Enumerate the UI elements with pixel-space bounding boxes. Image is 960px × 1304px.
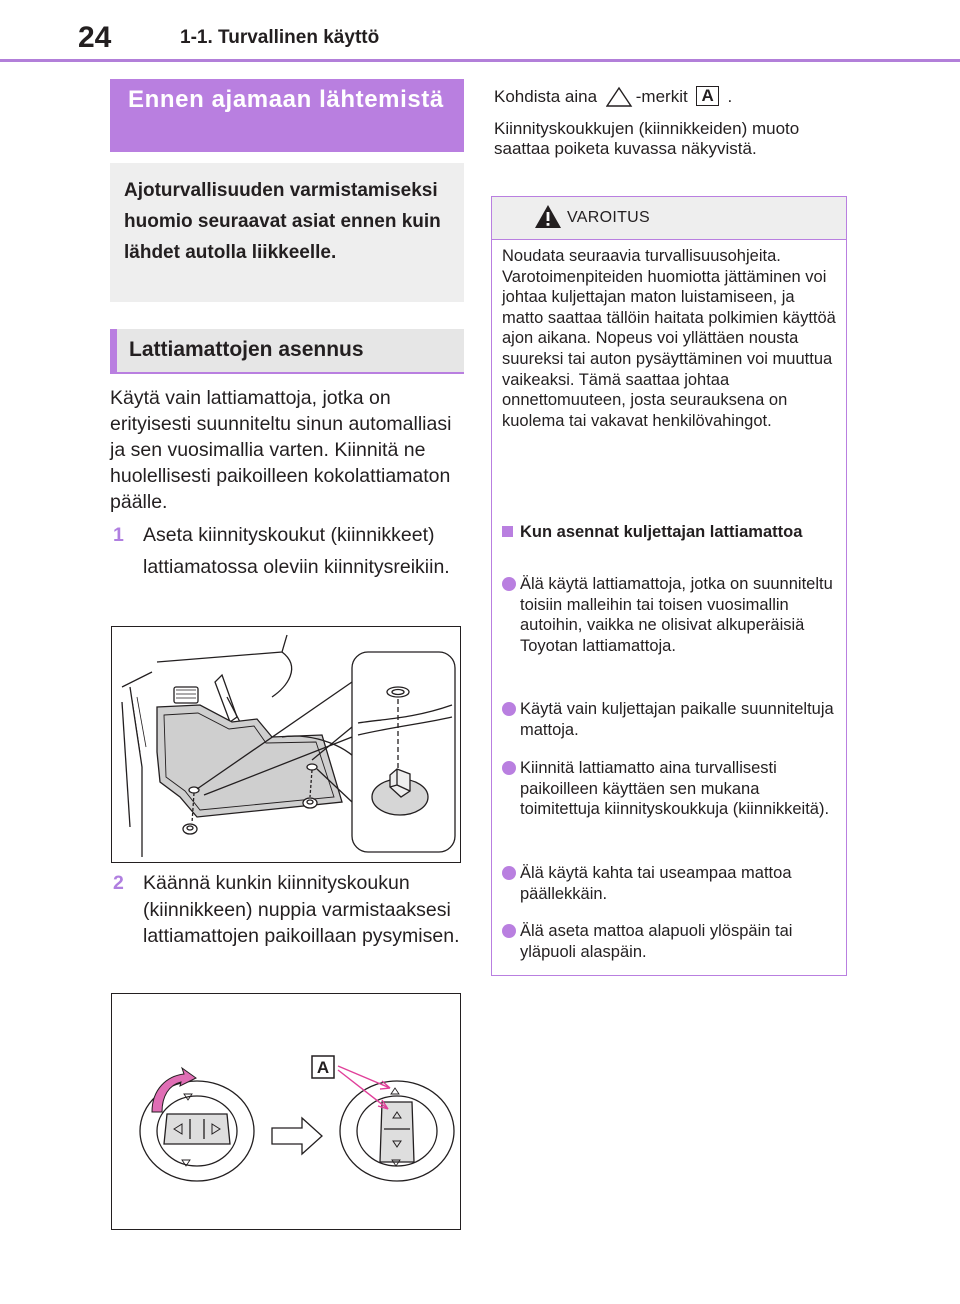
bullet-dot-icon [502,761,516,775]
align-note-suffix: -merkit [635,87,688,106]
align-note-end: . [727,87,733,106]
triangle-mark-icon [602,86,636,108]
figure-label-a: A [316,1058,330,1077]
align-note-prefix: Kohdista aina [494,87,598,106]
floor-mat-illustration [112,627,460,862]
bullet-dot-icon [502,577,516,591]
intro-box: Ajoturvallisuuden varmistamiseksi huomio seuraavat asiat ennen kuin lähdet autolla liikkeelle. [110,163,464,302]
warning-bullet-text: Älä aseta mattoa alapuoli ylöspäin tai yläpuoli alaspäin. [520,922,793,961]
square-bullet-icon [502,526,513,537]
figure-floor-mat-hooks [111,626,461,863]
bullet-dot-icon [502,702,516,716]
step-text: Aseta kiinnityskoukut (kiinnikkeet) lattiamatossa oleviin kiinnitysreikiin. [143,524,450,578]
page-number: 24 [78,21,112,54]
warning-box [491,196,847,976]
warning-subheading-text: Kun asennat kuljettajan lattiamattoa [520,523,803,541]
step-number: 2 [113,872,124,894]
step-number: 1 [113,524,124,546]
bullet-dot-icon [502,866,516,880]
sub-heading: Lattiamattojen asennus [110,329,464,372]
warning-bullet-text: Älä käytä kahta tai useampaa mattoa päällekkäin. [520,864,792,903]
body-paragraph: Käytä vain lattiamattoja, jotka on erityisesti suunniteltu sinun automalliasi ja sen vuosimallia varten. Kiinnitä ne huolellisesti paikoilleen kokolattiamaton päälle. [110,387,452,513]
step-text: Käännä kunkin kiinnityskoukun (kiinnikkeen) nuppia varmistaaksesi lattiamattojen paikoillaan pysymisen. [143,872,460,947]
label-badge: A [696,86,718,106]
warning-bullet-text: Älä käytä lattiamattoja, jotka on suunniteltu toisiin malleihin tai toisen vuosimallin autoihin, vaikka ne olisivat alkuperäisiä Toyotan lattiamattoja. [520,575,833,655]
turn-knob-illustration [112,994,460,1229]
main-heading: Ennen ajamaan lähtemistä [110,79,464,152]
bullet-dot-icon [502,924,516,938]
figure-turn-knob [111,993,461,1230]
header-divider [0,59,960,62]
warning-header [492,197,846,240]
shape-note: Kiinnityskoukkujen (kiinnikkeiden) muoto saattaa poiketa kuvassa näkyvistä. [494,119,800,158]
section-title: 1-1. Turvallinen käyttö [180,27,380,48]
warning-title: VAROITUS [567,209,651,226]
warning-bullet-text: Käytä vain kuljettajan paikalle suunniteltuja mattoja. [520,700,834,739]
warning-bullet-text: Kiinnitä lattiamatto aina turvallisesti paikoilleen käyttäen sen mukana toimitettuja kiinnityskoukkuja (kiinnikkeitä). [520,759,830,819]
warning-text: Noudata seuraavia turvallisuusohjeita. Varotoimenpiteiden huomiotta jättäminen voi johtaa kuljettajan maton luistamiseen, ja matto saattaa tällöin haitata polkimien käyttöä ajon aikana. Nopeus voi yllättäen nousta suureksi tai auton pysäyttäminen voi muuttua vaikeaksi. Tämä saattaa johtaa onnettomuuteen, josta seurauksena on kuolema tai vakavat henkilövahingot. [502,247,836,430]
warning-icon [534,203,562,231]
align-note [494,86,854,108]
sub-heading-rule [110,372,464,374]
